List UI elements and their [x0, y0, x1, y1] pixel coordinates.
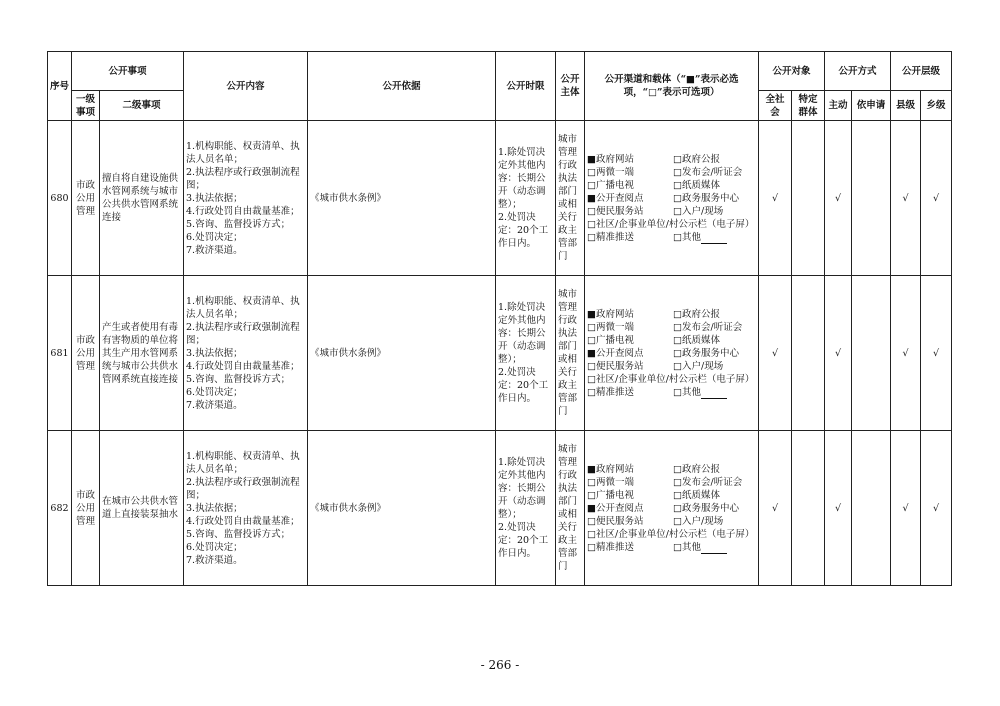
row-audience-all: √ [759, 276, 792, 431]
blank-line [701, 543, 727, 554]
header-method-active: 主动 [825, 91, 852, 121]
page-number: - 266 - [480, 658, 520, 672]
row-content: 1.机构职能、权责清单、执法人员名单； 2.执法程序或行政强制流程图； 3.执法依据； 4.行政处罚自由裁量基准； 5.咨询、监督投诉方式； 6.处罚决定； 7.救济渠道。 [184, 121, 308, 276]
row-channels: ■政府网站 □政府公报 □两微一端 □发布会/听证会 □广播电视 □纸质媒体 ■公开查阅点 □政务服务中心 □便民服务站 □入户/现场 □社区/企事业单位/村公示栏（电子屏） □精准推送 □其他 [585, 431, 759, 586]
row-seq: 681 [48, 276, 72, 431]
row-level-township: √ [921, 431, 952, 586]
header-subject: 公开主体 [556, 52, 585, 121]
header-seq: 序号 [48, 52, 72, 121]
blank-line [701, 233, 727, 244]
header-audience-all: 全社会 [759, 91, 792, 121]
row-audience-specific [792, 276, 825, 431]
header-audience-specific: 特定群体 [792, 91, 825, 121]
row-method-active: √ [825, 121, 852, 276]
row-audience-all: √ [759, 121, 792, 276]
row-method-request [852, 121, 891, 276]
row-method-active: √ [825, 431, 852, 586]
row-basis: 《城市供水条例》 [308, 121, 496, 276]
row-level2: 在城市公共供水管道上直接装泵抽水 [100, 431, 184, 586]
row-audience-specific [792, 431, 825, 586]
row-level2: 产生或者使用有毒有害物质的单位将其生产用水管网系统与城市公共供水管网系统直接连接 [100, 276, 184, 431]
row-method-active: √ [825, 276, 852, 431]
row-level1: 市政公用管理 [72, 121, 100, 276]
table-row [48, 121, 952, 276]
header-matter: 公开事项 [72, 52, 184, 91]
table-row [48, 276, 952, 431]
blank-line [701, 388, 727, 399]
row-level-county: √ [891, 431, 921, 586]
row-time-limit: 1.除处罚决定外其他内容：长期公开（动态调整）； 2.处罚决定：20个工作日内。 [496, 431, 556, 586]
table-row [48, 431, 952, 586]
row-time-limit: 1.除处罚决定外其他内容：长期公开（动态调整）； 2.处罚决定：20个工作日内。 [496, 276, 556, 431]
row-audience-specific [792, 121, 825, 276]
row-channels: ■政府网站 □政府公报 □两微一端 □发布会/听证会 □广播电视 □纸质媒体 ■公开查阅点 □政务服务中心 □便民服务站 □入户/现场 □社区/企事业单位/村公示栏（电子屏） □精准推送 □其他 [585, 121, 759, 276]
row-content: 1.机构职能、权责清单、执法人员名单； 2.执法程序或行政强制流程图； 3.执法依据； 4.行政处罚自由裁量基准； 5.咨询、监督投诉方式； 6.处罚决定； 7.救济渠道。 [184, 276, 308, 431]
row-seq: 682 [48, 431, 72, 586]
row-level2: 擅自将自建设施供水管网系统与城市公共供水管网系统连接 [100, 121, 184, 276]
row-subject: 城市管理行政执法部门或相关行政主管部门 [556, 121, 585, 276]
row-level1: 市政公用管理 [72, 431, 100, 586]
row-audience-all: √ [759, 431, 792, 586]
header-time-limit: 公开时限 [496, 52, 556, 121]
header-level: 公开层级 [891, 52, 952, 91]
header-basis: 公开依据 [308, 52, 496, 121]
row-level-county: √ [891, 276, 921, 431]
row-method-request [852, 431, 891, 586]
header-level-township: 乡级 [921, 91, 952, 121]
header-method: 公开方式 [825, 52, 891, 91]
header-level2: 二级事项 [100, 91, 184, 121]
header-audience: 公开对象 [759, 52, 825, 91]
row-subject: 城市管理行政执法部门或相关行政主管部门 [556, 431, 585, 586]
row-basis: 《城市供水条例》 [308, 431, 496, 586]
header-level-county: 县级 [891, 91, 921, 121]
row-seq: 680 [48, 121, 72, 276]
disclosure-table [47, 51, 952, 586]
header-content: 公开内容 [184, 52, 308, 121]
row-channels: ■政府网站 □政府公报 □两微一端 □发布会/听证会 □广播电视 □纸质媒体 ■公开查阅点 □政务服务中心 □便民服务站 □入户/现场 □社区/企事业单位/村公示栏（电子屏） □精准推送 □其他 [585, 276, 759, 431]
header-channel: 公开渠道和载体（“■”表示必选项，“□”表示可选项） [585, 52, 759, 121]
row-content: 1.机构职能、权责清单、执法人员名单； 2.执法程序或行政强制流程图； 3.执法依据； 4.行政处罚自由裁量基准； 5.咨询、监督投诉方式； 6.处罚决定； 7.救济渠道。 [184, 431, 308, 586]
header-method-request: 依申请 [852, 91, 891, 121]
row-level-county: √ [891, 121, 921, 276]
row-level-township: √ [921, 276, 952, 431]
header-level1: 一级事项 [72, 91, 100, 121]
row-method-request [852, 276, 891, 431]
row-subject: 城市管理行政执法部门或相关行政主管部门 [556, 276, 585, 431]
row-basis: 《城市供水条例》 [308, 276, 496, 431]
row-time-limit: 1.除处罚决定外其他内容：长期公开（动态调整）； 2.处罚决定：20个工作日内。 [496, 121, 556, 276]
row-level-township: √ [921, 121, 952, 276]
row-level1: 市政公用管理 [72, 276, 100, 431]
